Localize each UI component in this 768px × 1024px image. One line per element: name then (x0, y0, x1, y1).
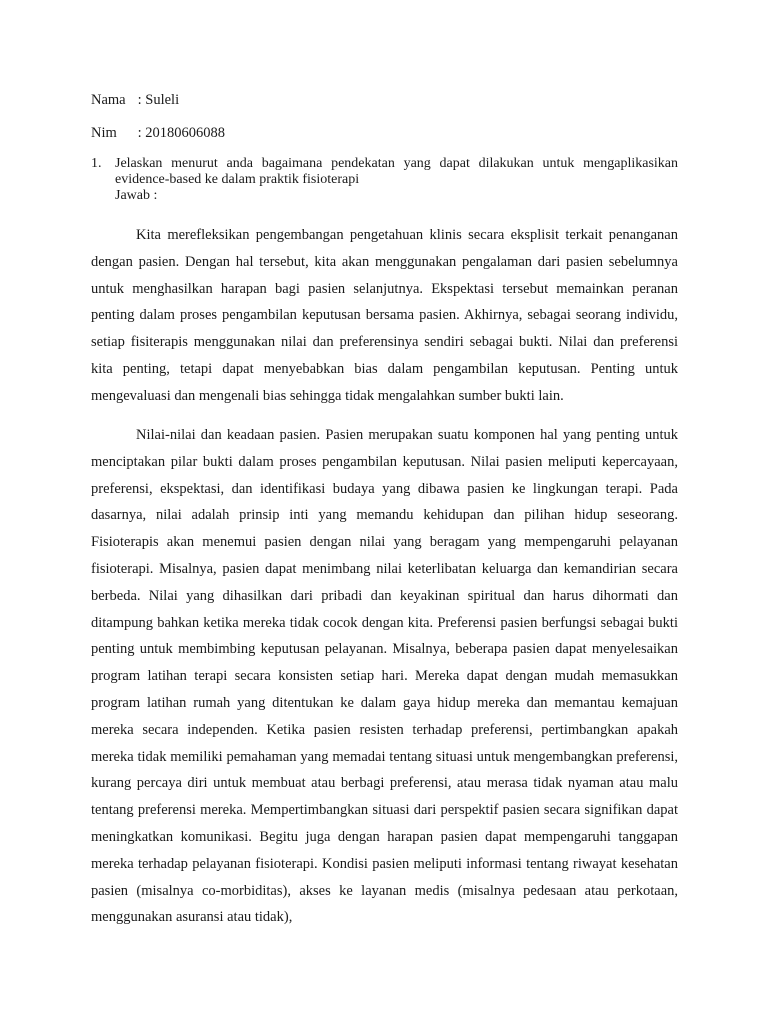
student-id-row (91, 125, 225, 142)
student-name-row (91, 92, 179, 109)
answer-label: Jawab : (115, 188, 158, 203)
answer-paragraph-2: Nilai-nilai dan keadaan pasien. Pasien merupakan suatu komponen hal yang penting untuk menciptakan pilar bukti dalam proses pengambilan keputusan. Nilai pasien meliputi kepercayaan, preferensi, ekspektasi, dan identifikasi budaya yang dibawa pasien ke lingkungan terapi. Pada dasarnya, nilai adalah prinsip inti yang memandu kehidupan dan pilihan hidup seseorang. Fisioterapis akan menemui pasien dengan nilai yang beragam yang mempengaruhi pelayanan fisioterapi. Misalnya, pasien dapat menimbang nilai keterlibatan keluarga dan kemandirian secara berbeda. Nilai yang dihasilkan dari pribadi dan keyakinan spiritual dan harus dihormati dan ditampung bahkan ketika mereka tidak cocok dengan kita. Preferensi pasien berfungsi sebagai bukti penting untuk membimbing keputusan pelayanan. Misalnya, beberapa pasien dapat menyelesaikan program latihan terapi secara konsisten setiap hari. Mereka dapat dengan mudah memasukkan program latihan rumah yang ditentukan ke dalam gaya hidup mereka dan memantau kemajuan mereka secara independen. Ketika pasien resisten terhadap preferensi, pertimbangkan apakah mereka tidak memiliki pemahaman yang memadai tentang situasi untuk mengembangkan preferensi, kurang percaya diri untuk membuat atau berbagi preferensi, atau merasa tidak nyaman atau malu tentang preferensi mereka. Mempertimbangkan situasi dari perspektif pasien secara signifikan dapat meningkatkan komunikasi. Begitu juga dengan harapan pasien dapat mempengaruhi tanggapan mereka terhadap pelayanan fisioterapi. Kondisi pasien meliputi informasi tentang riwayat kesehatan pasien (misalnya co-morbiditas), akses ke layanan medis (misalnya pedesaan atau perkotaan, menggunakan asuransi atau tidak), (91, 427, 678, 926)
nim-label: Nim (91, 125, 117, 141)
nim-value: : 20180606088 (137, 125, 226, 141)
name-label: Nama (91, 92, 126, 108)
question-text: Jelaskan menurut anda bagaimana pendekatan yang dapat dilakukan untuk mengaplikasikan evidence-based ke dalam praktik fisioterapi (115, 156, 678, 187)
question-number: 1. (91, 156, 102, 171)
name-value: : Suleli (137, 92, 180, 108)
answer-paragraph-1: Kita merefleksikan pengembangan pengetahuan klinis secara eksplisit terkait penanganan dengan pasien. Dengan hal tersebut, kita akan menggunakan pengalaman dari pasien sebelumnya untuk menghasilkan harapan bagi pasien selanjutnya. Ekspektasi tersebut memainkan peranan penting dalam proses pengambilan keputusan bersama pasien. Akhirnya, sebagai seorang individu, setiap fisiterapis menggunakan nilai dan preferensinya sendiri sebagai bukti. Nilai dan preferensi kita penting, tetapi dapat menyebabkan bias dalam pengambilan keputusan. Penting untuk mengevaluasi dan mengenali bias sehingga tidak mengalahkan sumber bukti lain. (91, 227, 678, 404)
question-item (91, 156, 678, 204)
